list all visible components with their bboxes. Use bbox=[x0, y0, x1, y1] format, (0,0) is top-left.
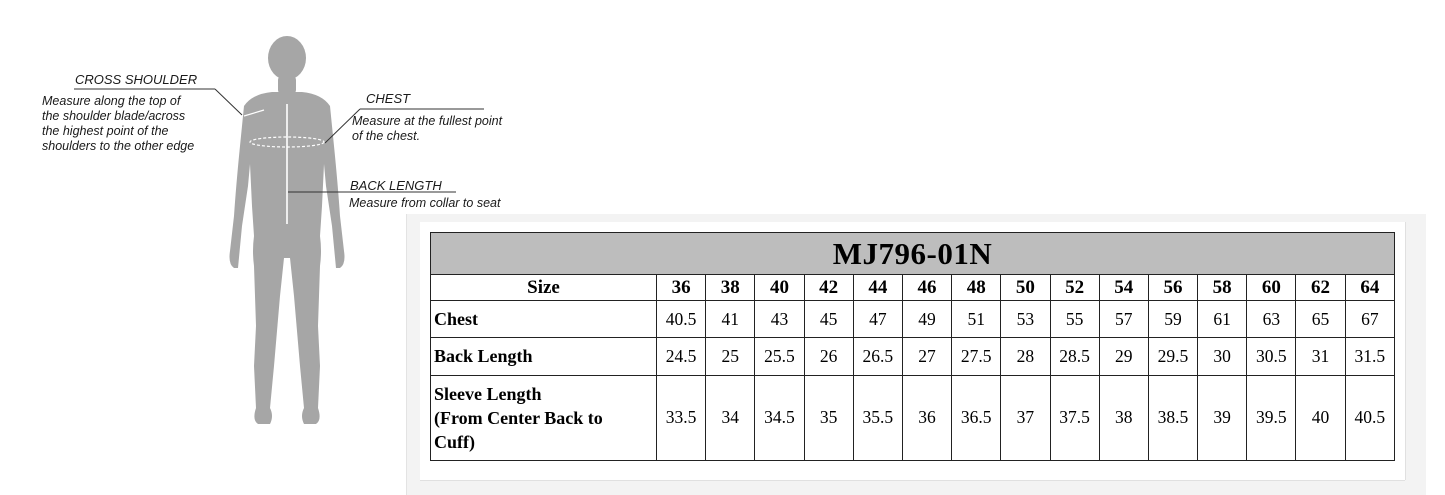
table-cell: 41 bbox=[706, 301, 755, 338]
table-cell: 28.5 bbox=[1050, 338, 1099, 375]
size-header-row bbox=[431, 275, 1395, 301]
table-cell: 34 bbox=[706, 375, 755, 460]
table-cell: 36.5 bbox=[952, 375, 1001, 460]
table-cell: 35 bbox=[804, 375, 853, 460]
table-cell: 47 bbox=[853, 301, 902, 338]
table-cell: 35.5 bbox=[853, 375, 902, 460]
table-cell: 30 bbox=[1198, 338, 1247, 375]
body-silhouette-icon bbox=[222, 36, 352, 431]
table-cell: 53 bbox=[1001, 301, 1050, 338]
table-cell: 39 bbox=[1198, 375, 1247, 460]
size-header-cell: 52 bbox=[1050, 275, 1099, 301]
table-cell: 26 bbox=[804, 338, 853, 375]
row-label-line: Cuff) bbox=[434, 431, 475, 452]
table-cell: 63 bbox=[1247, 301, 1296, 338]
table-row bbox=[431, 338, 1395, 375]
size-header-cell: 36 bbox=[657, 275, 706, 301]
back-length-title: BACK LENGTH bbox=[350, 178, 442, 193]
table-cell: 59 bbox=[1148, 301, 1197, 338]
row-label-back-length: Back Length bbox=[431, 338, 657, 375]
table-cell: 43 bbox=[755, 301, 804, 338]
size-header-cell: 44 bbox=[853, 275, 902, 301]
table-cell: 40 bbox=[1296, 375, 1345, 460]
size-chart-table bbox=[430, 232, 1395, 461]
cross-shoulder-description bbox=[42, 94, 194, 154]
table-cell: 37.5 bbox=[1050, 375, 1099, 460]
table-cell: 27.5 bbox=[952, 338, 1001, 375]
size-header-cell: 56 bbox=[1148, 275, 1197, 301]
size-header-cell: 62 bbox=[1296, 275, 1345, 301]
table-cell: 51 bbox=[952, 301, 1001, 338]
table-cell: 34.5 bbox=[755, 375, 804, 460]
table-cell: 25.5 bbox=[755, 338, 804, 375]
table-row bbox=[431, 375, 1395, 460]
size-header-cell: 48 bbox=[952, 275, 1001, 301]
table-cell: 65 bbox=[1296, 301, 1345, 338]
cross-shoulder-line: shoulders to the other edge bbox=[42, 139, 195, 153]
size-header-cell: 38 bbox=[706, 275, 755, 301]
chest-title: CHEST bbox=[366, 91, 411, 106]
table-cell: 30.5 bbox=[1247, 338, 1296, 375]
size-header-cell: 50 bbox=[1001, 275, 1050, 301]
table-cell: 39.5 bbox=[1247, 375, 1296, 460]
cross-shoulder-line: the shoulder blade/across bbox=[42, 109, 186, 123]
cross-shoulder-line: the highest point of the bbox=[42, 124, 169, 138]
table-cell: 24.5 bbox=[657, 338, 706, 375]
table-cell: 26.5 bbox=[853, 338, 902, 375]
table-cell: 55 bbox=[1050, 301, 1099, 338]
table-cell: 38 bbox=[1099, 375, 1148, 460]
row-label-line: (From Center Back to bbox=[434, 407, 603, 428]
table-cell: 38.5 bbox=[1148, 375, 1197, 460]
size-header-label: Size bbox=[431, 275, 657, 301]
size-header-cell: 60 bbox=[1247, 275, 1296, 301]
table-cell: 57 bbox=[1099, 301, 1148, 338]
sheet-grid-line bbox=[1405, 222, 1406, 480]
table-cell: 25 bbox=[706, 338, 755, 375]
table-cell: 37 bbox=[1001, 375, 1050, 460]
table-cell: 36 bbox=[902, 375, 951, 460]
table-cell: 45 bbox=[804, 301, 853, 338]
table-row bbox=[431, 301, 1395, 338]
table-cell: 67 bbox=[1345, 301, 1394, 338]
table-cell: 28 bbox=[1001, 338, 1050, 375]
size-header-cell: 46 bbox=[902, 275, 951, 301]
table-cell: 29 bbox=[1099, 338, 1148, 375]
chest-line: of the chest. bbox=[352, 129, 421, 143]
chest-line: Measure at the fullest point bbox=[352, 114, 503, 128]
size-header-cell: 40 bbox=[755, 275, 804, 301]
table-cell: 49 bbox=[902, 301, 951, 338]
table-cell: 27 bbox=[902, 338, 951, 375]
table-cell: 40.5 bbox=[1345, 375, 1394, 460]
cross-shoulder-title: CROSS SHOULDER bbox=[75, 72, 198, 87]
sheet-grid-line bbox=[420, 480, 1405, 481]
table-cell: 33.5 bbox=[657, 375, 706, 460]
row-label-sleeve-length bbox=[431, 375, 657, 460]
table-title: MJ796-01N bbox=[431, 233, 1395, 275]
table-cell: 29.5 bbox=[1148, 338, 1197, 375]
size-header-cell: 58 bbox=[1198, 275, 1247, 301]
row-label-line: Sleeve Length bbox=[434, 383, 542, 404]
table-cell: 31.5 bbox=[1345, 338, 1394, 375]
back-length-description bbox=[349, 196, 500, 211]
chest-description bbox=[352, 114, 502, 144]
size-header-cell: 64 bbox=[1345, 275, 1394, 301]
table-cell: 31 bbox=[1296, 338, 1345, 375]
size-header-cell: 42 bbox=[804, 275, 853, 301]
size-header-cell: 54 bbox=[1099, 275, 1148, 301]
table-cell: 40.5 bbox=[657, 301, 706, 338]
back-length-line: Measure from collar to seat bbox=[349, 196, 501, 210]
cross-shoulder-line: Measure along the top of bbox=[42, 94, 181, 108]
row-label-chest: Chest bbox=[431, 301, 657, 338]
table-cell: 61 bbox=[1198, 301, 1247, 338]
